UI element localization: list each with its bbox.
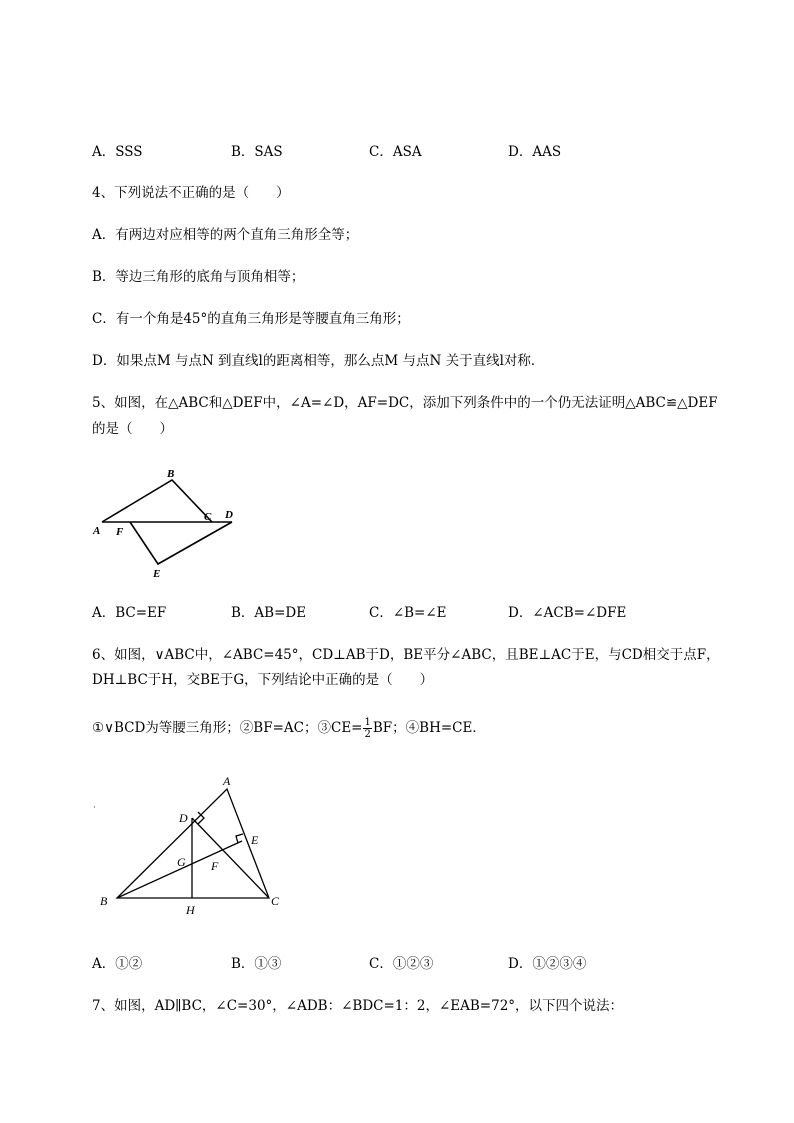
q5-stem-line2: 的是（ ） [92,421,173,437]
q6-label-f: F [211,859,219,873]
q6-label-c: C [271,894,280,908]
q5-label-b: B [167,468,175,480]
q4-option-c: C．有一个角是45°的直角三角形是等腰直角三角形； [92,311,410,327]
q5-label-f: F [116,526,124,538]
q6-triangle-abc [117,789,269,898]
q5-figure [90,462,250,582]
q6-figure [90,770,290,920]
q4-stem: 4、下列说法不正确的是（ ） [92,185,290,201]
q5-stem-line1: 5、如图，在△ABC和△DEF中，∠A=∠D，AF=DC，添加下列条件中的一个仍无法证明△ABC≌△DEF [92,395,718,411]
q5-label-c: C [204,511,212,523]
q3-option-d: D．AAS [508,144,562,160]
q6-frac-num: 1 [364,717,371,728]
q7-stem: 7、如图，AD∥BC，∠C=30°，∠ADB：∠BDC=1：2，∠EAB=72°，以下四个说法： [92,998,624,1014]
q6-statements [92,716,486,740]
q6-right-angle-d [198,812,204,824]
q6-frac-den: 2 [364,729,371,740]
q6-fraction [363,717,371,740]
q6-label-d: D [179,811,188,825]
q6-label-g: G [177,855,186,869]
q5-triangle-def [130,522,232,564]
q4-option-b: B．等边三角形的底角与顶角相等； [92,269,305,285]
q6-option-b: B．①③ [231,956,282,972]
q5-label-d: D [225,509,233,521]
q6-statements-part2: BF；④BH=CE． [372,720,486,736]
q5-option-c: C．∠B=∠E [369,605,447,621]
q3-option-b: B．SAS [231,144,283,160]
q3-option-c: C．ASA [369,144,422,160]
q5-triangle-abc [102,480,212,522]
q5-option-b: B．AB=DE [231,605,307,621]
q6-stem-line2: DH⊥BC于H，交BE于G，下列结论中正确的是（ ） [92,672,434,688]
q5-option-d: D．∠ACB=∠DFE [508,605,627,621]
q6-stem-line1: 6、如图，∨ABC中，∠ABC=45°，CD⊥AB于D，BE平分∠ABC，且BE⊥AC于E，与CD相交于点F， [92,647,720,663]
q6-label-e: E [251,833,259,847]
q6-option-d: D．①②③④ [508,956,587,972]
q6-label-a: A [223,774,231,788]
q6-option-c: C．①②③ [369,956,434,972]
q6-option-a: A．①② [92,956,143,972]
q6-statements-part1: ①∨BCD为等腰三角形；②BF=AC；③CE= [92,720,363,736]
q5-label-e: E [153,568,161,580]
q5-label-a: A [93,525,101,537]
q5-option-a: A．BC=EF [92,605,167,621]
q3-option-a: A．SSS [92,144,143,160]
q4-option-d: D．如果点M 与点N 到直线l的距离相等，那么点M 与点N 关于直线l对称． [92,353,545,369]
q6-label-b: B [100,894,108,908]
q4-option-a: A．有两边对应相等的两个直角三角形全等； [92,227,359,243]
q6-label-h: H [186,903,195,917]
